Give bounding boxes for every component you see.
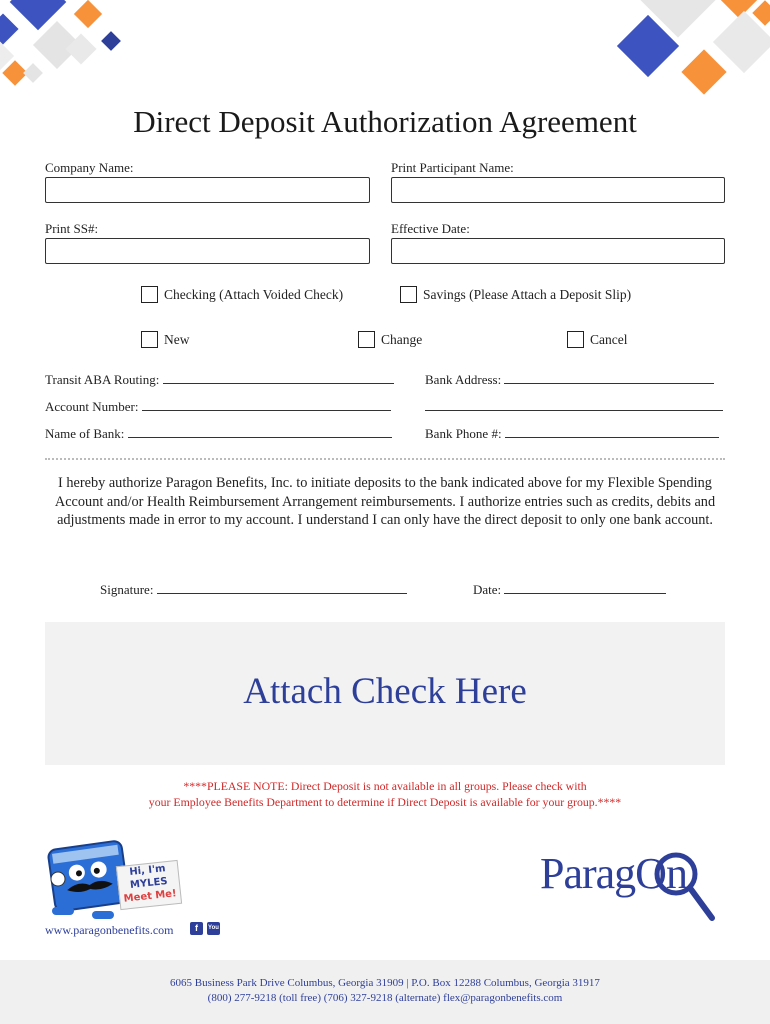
routing-field[interactable] — [163, 370, 394, 384]
attach-check-text: Attach Check Here — [243, 671, 527, 712]
signature-row — [100, 580, 407, 598]
paragon-logo-text: ParagOn — [540, 849, 687, 898]
cancel-option[interactable] — [567, 331, 627, 348]
youtube-icon[interactable]: You — [207, 922, 220, 935]
account-number-field[interactable] — [142, 397, 391, 411]
savings-checkbox[interactable] — [400, 286, 417, 303]
checking-checkbox[interactable] — [141, 286, 158, 303]
bank-address-field-2[interactable] — [425, 397, 723, 411]
signature-label: Signature: — [100, 582, 154, 597]
savings-label: Savings (Please Attach a Deposit Slip) — [423, 286, 632, 302]
website-link[interactable]: www.paragonbenefits.com — [45, 923, 174, 937]
document-title: Direct Deposit Authorization Agreement — [133, 104, 637, 139]
bank-phone-label: Bank Phone #: — [425, 426, 502, 441]
paragon-logo — [540, 848, 687, 899]
change-option[interactable] — [358, 331, 422, 348]
attach-check-area — [45, 622, 725, 765]
bank-phone-field[interactable] — [505, 424, 719, 438]
footer-address: 6065 Business Park Drive Columbus, Georgia 31909 | P.O. Box 12288 Columbus, Georgia 31917 — [170, 977, 600, 989]
participant-name-label: Print Participant Name: — [391, 160, 514, 175]
date-row — [473, 580, 666, 598]
facebook-icon[interactable]: f — [190, 922, 203, 935]
footer — [0, 960, 770, 1024]
checking-option[interactable] — [141, 286, 343, 303]
ss-number-field[interactable] — [45, 238, 370, 264]
bank-address-row-2 — [425, 397, 723, 415]
new-label: New — [164, 331, 190, 347]
effective-date-field[interactable] — [391, 238, 725, 264]
mascot-sign — [116, 860, 182, 910]
account-number-label: Account Number: — [45, 399, 139, 414]
mascot-sign-line-2: MYLES — [129, 876, 169, 891]
company-name-field[interactable] — [45, 177, 370, 203]
checking-label: Checking (Attach Voided Check) — [164, 286, 344, 302]
participant-name-field[interactable] — [391, 177, 725, 203]
footer-contact: (800) 277-9218 (toll free) (706) 327-9218 (alternate) flex@paragonbenefits.com — [207, 991, 563, 1004]
change-label: Change — [381, 331, 423, 347]
account-row — [45, 397, 391, 415]
bank-address-label: Bank Address: — [425, 372, 502, 387]
company-name-label: Company Name: — [45, 160, 134, 175]
change-checkbox[interactable] — [358, 331, 375, 348]
cancel-label: Cancel — [590, 331, 628, 347]
deposit-note — [45, 778, 725, 810]
bank-name-label: Name of Bank: — [45, 426, 125, 441]
section-divider — [45, 458, 725, 460]
savings-option[interactable] — [400, 286, 631, 303]
bank-address-field[interactable] — [504, 370, 714, 384]
mascot-illustration — [44, 835, 184, 925]
ss-number-label: Print SS#: — [45, 221, 99, 236]
note-line-2: your Employee Benefits Department to determine if Direct Deposit is available for your group.**** — [148, 795, 622, 809]
authorization-text: I hereby authorize Paragon Benefits, Inc. to initiate deposits to the bank indicated above for my Flexible Spending Account and/or Health Reimbursement Arrangement reimbursements. I authorize entries such as credits, debits and adjustments made in error to my account. I understand I can only have the direct deposit to only one bank account. — [54, 475, 716, 529]
bank-name-field[interactable] — [128, 424, 392, 438]
date-field[interactable] — [504, 580, 666, 594]
routing-row — [45, 370, 394, 388]
bank-name-row — [45, 424, 392, 442]
note-line-1: ****PLEASE NOTE: Direct Deposit is not available in all groups. Please check with — [183, 779, 587, 793]
bank-address-row — [425, 370, 714, 388]
footer-text — [0, 976, 770, 1005]
mascot-sign-line-3: Meet Me! — [123, 888, 178, 905]
mascot-sign-line-1: Hi, I'm — [128, 863, 167, 878]
date-label: Date: — [473, 582, 502, 597]
bank-phone-row — [425, 424, 719, 442]
magnifier-icon — [652, 850, 722, 930]
routing-label: Transit ABA Routing: — [45, 372, 160, 387]
new-checkbox[interactable] — [141, 331, 158, 348]
effective-date-label: Effective Date: — [391, 221, 470, 236]
signature-field[interactable] — [157, 580, 407, 594]
cancel-checkbox[interactable] — [567, 331, 584, 348]
new-option[interactable] — [141, 331, 190, 348]
